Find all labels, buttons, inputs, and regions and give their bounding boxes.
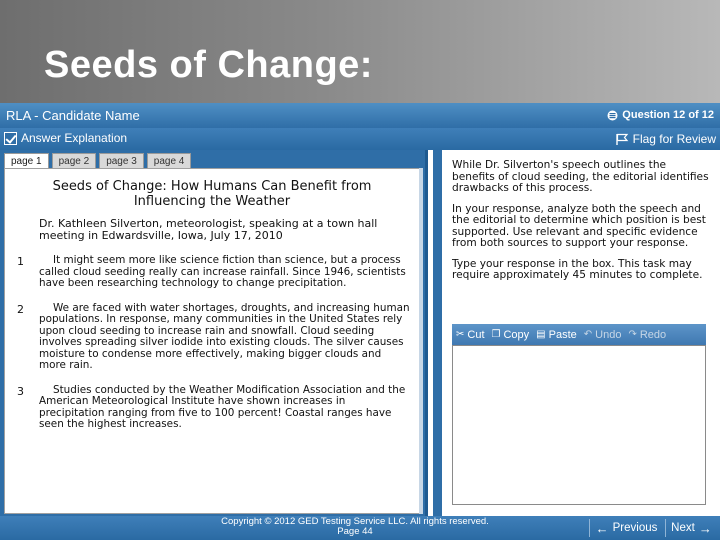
redo-icon: ↷ [628, 329, 637, 340]
undo-button[interactable] [584, 329, 622, 341]
answer-explanation-button[interactable] [4, 131, 127, 145]
answer-explanation-label: Answer Explanation [21, 131, 128, 145]
previous-label: Previous [612, 522, 658, 534]
checkbox-icon[interactable] [4, 132, 17, 145]
response-pane [430, 150, 720, 516]
question-label: Question 12 of 12 [622, 109, 714, 121]
copy-button[interactable] [492, 329, 530, 341]
arrow-left-icon: ← [595, 520, 609, 536]
response-textarea[interactable] [452, 345, 706, 505]
page-number: Page 44 [337, 526, 373, 537]
paragraph-text: It might seem more like science fiction than science, but a process called cloud seeding really can increase rainfall. Since 1946, scientists have been researching technology to change precipitation. [39, 254, 406, 289]
flag-label: Flag for Review [632, 132, 716, 146]
pane-divider[interactable] [433, 150, 442, 516]
clipboard-icon: ▤ [536, 329, 546, 340]
copy-label: Copy [503, 328, 530, 341]
paragraph-text: We are faced with water shortages, droughts, and increasing human populations. In response, many communities in the United States rely upon cloud seeding to increase rain and snowfall. Cloud seeding involves spreading silver iodide into existing clouds. The silver causes moisture to condense more effectively, making bigger clouds and more rain. [39, 301, 410, 371]
prompt-intro: While Dr. Silverton's speech outlines the benefits of cloud seeding, the editorial identifies drawbacks of this process. [452, 159, 709, 194]
question-counter [607, 109, 714, 121]
next-button[interactable] [665, 519, 717, 537]
prompt-time: Type your response in the box. This task may require approximately 45 minutes to complete. [452, 257, 703, 281]
list-icon [607, 110, 618, 121]
arrow-right-icon: → [698, 520, 712, 536]
test-window [0, 103, 720, 540]
tab-page-3[interactable]: page 3 [99, 153, 144, 168]
editor-toolbar [452, 324, 706, 345]
copyright-text: Copyright © 2012 GED Testing Service LLC. All rights reserved. [221, 516, 489, 527]
footer-bar [0, 516, 720, 540]
paragraph-number: 1 [17, 255, 24, 268]
prompt-instructions: In your response, analyze both the speech and the editorial to determine which position is best supported. Use relevant and specific evidence from both sources to support your response. [452, 202, 706, 249]
redo-label: Redo [639, 328, 667, 341]
page-tabs [4, 153, 191, 168]
toolbar [0, 128, 720, 150]
paragraph [13, 255, 411, 290]
undo-icon: ↶ [583, 329, 593, 340]
paste-label: Paste [548, 328, 577, 341]
candidate-name: RLA - Candidate Name [6, 108, 140, 123]
paste-button[interactable] [536, 329, 577, 341]
cut-label: Cut [467, 328, 485, 341]
previous-button[interactable] [589, 519, 663, 537]
copyright-notice [185, 517, 525, 537]
tab-page-1[interactable]: page 1 [4, 153, 49, 168]
undo-label: Undo [595, 328, 622, 341]
task-prompt [452, 160, 710, 291]
next-label: Next [671, 522, 695, 534]
paragraph [13, 303, 411, 372]
tab-page-2[interactable]: page 2 [52, 153, 97, 168]
paragraph-number: 2 [17, 302, 24, 316]
copy-icon: ❐ [491, 329, 501, 340]
redo-button[interactable] [628, 329, 666, 341]
scissors-icon: ✂ [456, 329, 465, 340]
flag-icon [615, 133, 629, 146]
slide-title: Seeds of Change: [44, 44, 373, 86]
passage-text[interactable] [4, 168, 422, 514]
passage-byline: Dr. Kathleen Silverton, meteorologist, speaking at a town hall meeting in Edwardsville, Iowa, July 17, 2010 [39, 217, 378, 242]
tab-page-4[interactable]: page 4 [147, 153, 192, 168]
flag-for-review-button[interactable] [615, 132, 716, 146]
passage-title: Seeds of Change: How Humans Can Benefit from Influencing the Weather [52, 179, 372, 209]
paragraph-text: Studies conducted by the Weather Modification Association and the American Meteorological Institute have shown increases in precipitation ranging from five to 100 percent! Coastal ranges have seen the highest increases. [39, 383, 406, 430]
title-bar [0, 103, 720, 128]
passage-scrollbar[interactable] [419, 168, 423, 514]
passage-pane [0, 150, 428, 516]
cut-button[interactable] [456, 329, 485, 341]
paragraph-number: 3 [17, 384, 24, 398]
paragraph [13, 385, 411, 431]
